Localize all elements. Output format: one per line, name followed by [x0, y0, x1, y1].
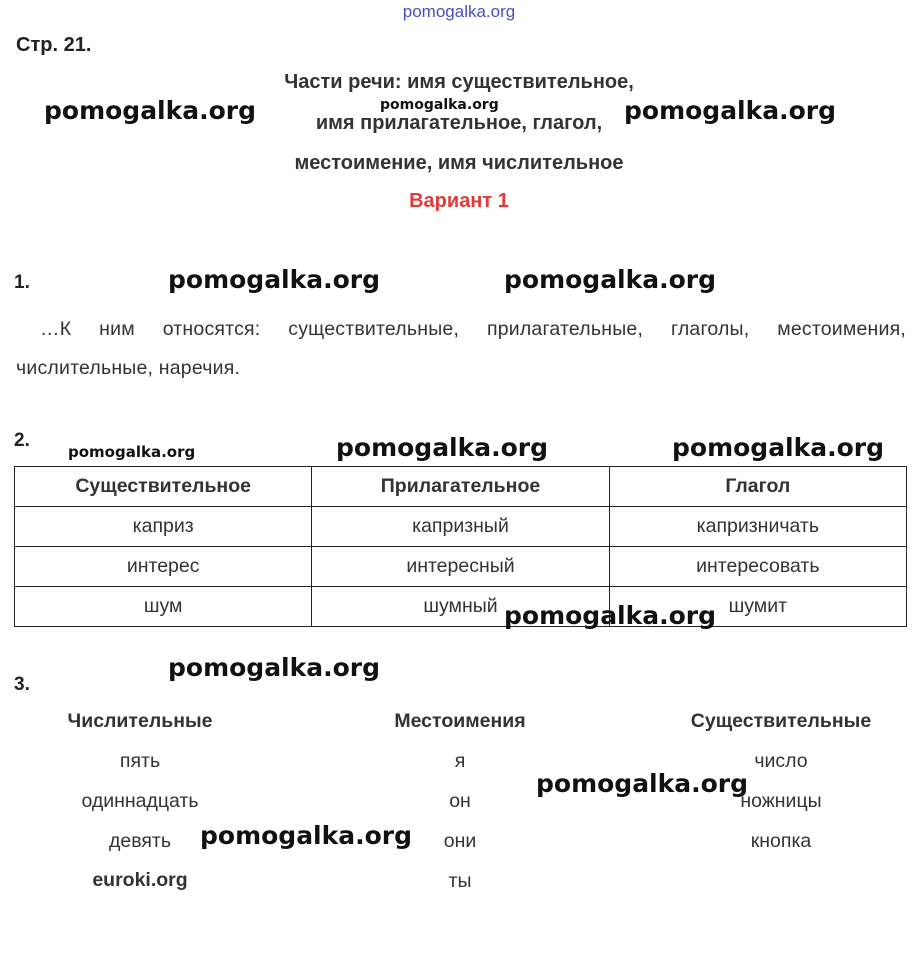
page-reference: Стр. 21. — [16, 34, 92, 56]
table-cell: шумит — [609, 587, 906, 627]
table-row — [15, 547, 907, 587]
list-item: кнопка — [750, 830, 812, 852]
table-header-cell: Глагол — [609, 467, 906, 507]
watermark: pomogalka.org — [624, 96, 837, 125]
task-number: 1. — [14, 272, 30, 293]
list-item: число — [754, 750, 808, 772]
table-row — [15, 507, 907, 547]
watermark: pomogalka.org — [68, 443, 196, 461]
task1-answer-body: …К ним относятся: существительные, прилагательные, глаголы, местоимения, числительные, наречия. — [16, 318, 906, 379]
task1-answer-text — [16, 310, 906, 388]
list-item: я — [454, 750, 466, 772]
list-item: девять — [108, 830, 171, 852]
section-title-line-3: местоимение, имя числительное — [294, 152, 624, 174]
section-title-line-2: имя прилагательное, глагол, — [315, 112, 603, 134]
watermark: pomogalka.org — [504, 265, 717, 294]
table-cell: интересовать — [609, 547, 906, 587]
pronouns-column-header: Местоимения — [394, 710, 526, 732]
table-cell: каприз — [15, 507, 312, 547]
table-cell: интерес — [15, 547, 312, 587]
parts-of-speech-table — [14, 466, 907, 627]
table-cell: шум — [15, 587, 312, 627]
watermark: pomogalka.org — [168, 265, 381, 294]
numerals-column-header: Числительные — [67, 710, 213, 732]
task-number: 2. — [14, 430, 30, 451]
table-header-cell: Существительное — [15, 467, 312, 507]
table-header-row — [15, 467, 907, 507]
watermark: pomogalka.org — [504, 601, 717, 630]
list-item: он — [449, 790, 471, 812]
watermark: pomogalka.org — [336, 433, 549, 462]
watermark: pomogalka.org — [168, 653, 381, 682]
watermark: pomogalka.org — [44, 96, 257, 125]
source-label: euroki.org — [92, 869, 188, 891]
table-cell: капризный — [312, 507, 609, 547]
list-item: ты — [448, 870, 472, 892]
watermark: pomogalka.org — [200, 821, 413, 850]
nouns-column-header: Существительные — [690, 710, 872, 732]
watermark: pomogalka.org — [536, 769, 749, 798]
section-title-line-1: Части речи: имя существительное, — [284, 71, 634, 93]
task-number: 3. — [14, 674, 30, 695]
watermark: pomogalka.org — [672, 433, 885, 462]
list-item: пять — [119, 750, 161, 772]
list-item: они — [443, 830, 477, 852]
top-watermark-link[interactable]: pomogalka.org — [402, 2, 516, 21]
list-item: ножницы — [740, 790, 822, 812]
list-item: одиннадцать — [81, 790, 199, 812]
watermark: pomogalka.org — [380, 97, 499, 113]
table-cell: шумный — [312, 587, 609, 627]
table-cell: капризничать — [609, 507, 906, 547]
table-cell: интересный — [312, 547, 609, 587]
table-header-cell: Прилагательное — [312, 467, 609, 507]
table-row — [15, 587, 907, 627]
variant-label: Вариант 1 — [409, 190, 509, 212]
